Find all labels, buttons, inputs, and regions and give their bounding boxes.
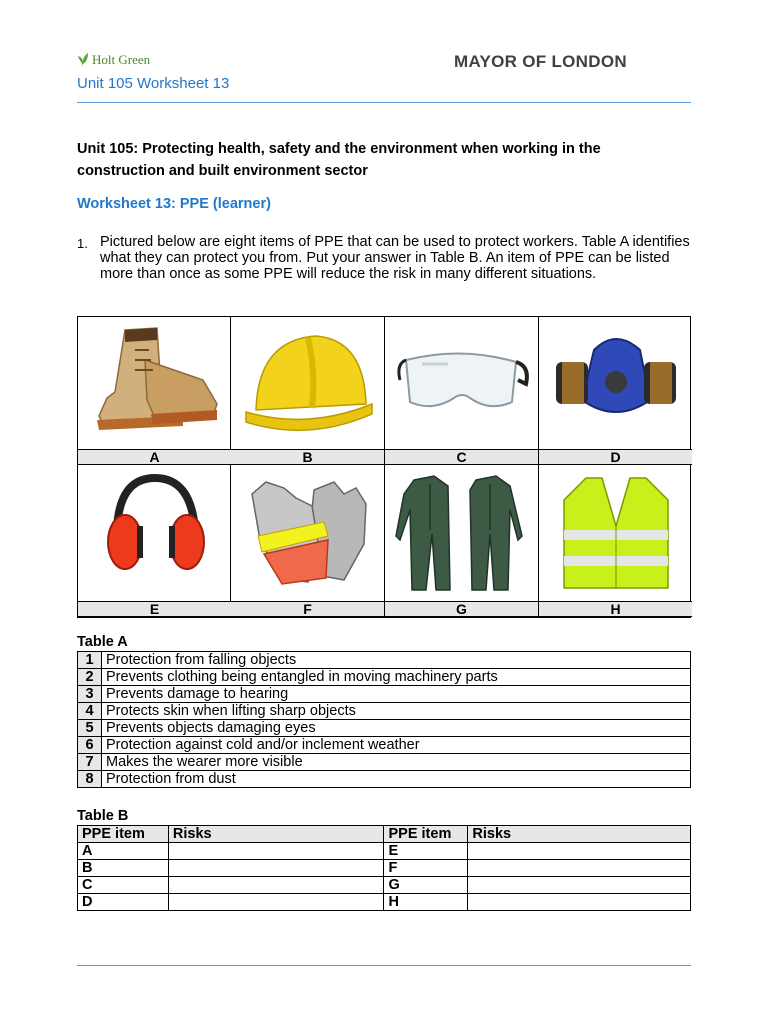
hazard-text: Prevents damage to hearing (102, 686, 691, 703)
table-row (78, 877, 691, 894)
risks-answer-cell[interactable] (168, 894, 384, 911)
table-row (78, 669, 691, 686)
page-title: Unit 105: Protecting health, safety and the environment when working in the construction and built environment sector (77, 141, 601, 179)
row-number: 1 (78, 652, 102, 669)
table-row (78, 703, 691, 720)
ppe-image-f (231, 467, 384, 598)
ppe-image-h (539, 467, 692, 598)
ppe-image-a (78, 317, 231, 448)
row-number: 8 (78, 771, 102, 788)
table-row (78, 894, 691, 911)
ppe-item-cell: B (78, 860, 169, 877)
hazard-text: Protection against cold and/or inclement weather (102, 737, 691, 754)
ppe-label-b: B (231, 449, 384, 465)
work-gloves-icon (238, 470, 378, 595)
table-row (78, 737, 691, 754)
row-number: 3 (78, 686, 102, 703)
hazard-text: Makes the wearer more visible (102, 754, 691, 771)
table-b (77, 825, 691, 911)
hazard-text: Prevents objects damaging eyes (102, 720, 691, 737)
column-header-risks: Risks (168, 826, 384, 843)
ppe-item-cell: F (384, 860, 468, 877)
column-header-ppe-item: PPE item (384, 826, 468, 843)
row-number: 2 (78, 669, 102, 686)
overalls-icon (392, 470, 532, 595)
row-number: 6 (78, 737, 102, 754)
ppe-item-cell: E (384, 843, 468, 860)
respirator-mask-icon (546, 320, 686, 445)
hard-hat-icon (238, 320, 378, 445)
risks-answer-cell[interactable] (468, 877, 691, 894)
brand-name: Holt Green (92, 52, 151, 67)
ppe-picture-grid (77, 316, 691, 618)
risks-answer-cell[interactable] (468, 860, 691, 877)
safety-goggles-icon (392, 320, 532, 445)
ear-defenders-icon (85, 470, 225, 595)
ppe-image-b (231, 317, 384, 448)
risks-answer-cell[interactable] (168, 843, 384, 860)
table-b-label: Table B (77, 808, 129, 824)
hi-vis-vest-icon (546, 470, 686, 595)
row-number: 7 (78, 754, 102, 771)
ppe-item-cell: A (78, 843, 169, 860)
ppe-label-a: A (78, 449, 231, 465)
hazard-text: Prevents clothing being entangled in moving machinery parts (102, 669, 691, 686)
risks-answer-cell[interactable] (468, 894, 691, 911)
worksheet-title: Worksheet 13: PPE (learner) (77, 196, 271, 212)
table-row (78, 771, 691, 788)
holt-green-logo (77, 51, 150, 69)
table-a (77, 651, 691, 788)
hazard-text: Protects skin when lifting sharp objects (102, 703, 691, 720)
risks-answer-cell[interactable] (468, 843, 691, 860)
risks-answer-cell[interactable] (168, 877, 384, 894)
risks-answer-cell[interactable] (168, 860, 384, 877)
row-number: 4 (78, 703, 102, 720)
ppe-image-d (539, 317, 692, 448)
table-a-label: Table A (77, 634, 128, 650)
ppe-label-d: D (539, 449, 692, 465)
question-text: Pictured below are eight items of PPE that can be used to protect workers. Table A identifies what they can protect you from. Put your answer in Table B. An item of PPE can be listed more than once as some PPE will reduce the risk in many different situations. (100, 234, 690, 282)
ppe-label-f: F (231, 601, 384, 617)
ppe-image-c (385, 317, 538, 448)
table-row (78, 686, 691, 703)
table-header-row (78, 826, 691, 843)
ppe-label-e: E (78, 601, 231, 617)
question-number: 1. (77, 236, 88, 251)
ppe-label-c: C (385, 449, 538, 465)
ppe-item-cell: C (78, 877, 169, 894)
row-number: 5 (78, 720, 102, 737)
ppe-image-e (78, 467, 231, 598)
ppe-label-g: G (385, 601, 538, 617)
partner-logo: MAYOR OF LONDON (454, 52, 627, 71)
table-row (78, 860, 691, 877)
column-header-risks: Risks (468, 826, 691, 843)
ppe-item-cell: D (78, 894, 169, 911)
table-row (78, 720, 691, 737)
safety-boot-icon (85, 320, 225, 445)
table-row (78, 754, 691, 771)
ppe-image-g (385, 467, 538, 598)
hazard-text: Protection from dust (102, 771, 691, 788)
ppe-item-cell: G (384, 877, 468, 894)
ppe-label-h: H (539, 601, 692, 617)
table-row (78, 652, 691, 669)
column-header-ppe-item: PPE item (78, 826, 169, 843)
header-divider (77, 102, 691, 103)
hazard-text: Protection from falling objects (102, 652, 691, 669)
unit-header: Unit 105 Worksheet 13 (77, 75, 230, 92)
ppe-item-cell: H (384, 894, 468, 911)
footer-divider (77, 965, 691, 966)
table-row (78, 843, 691, 860)
leaf-icon (77, 52, 89, 69)
